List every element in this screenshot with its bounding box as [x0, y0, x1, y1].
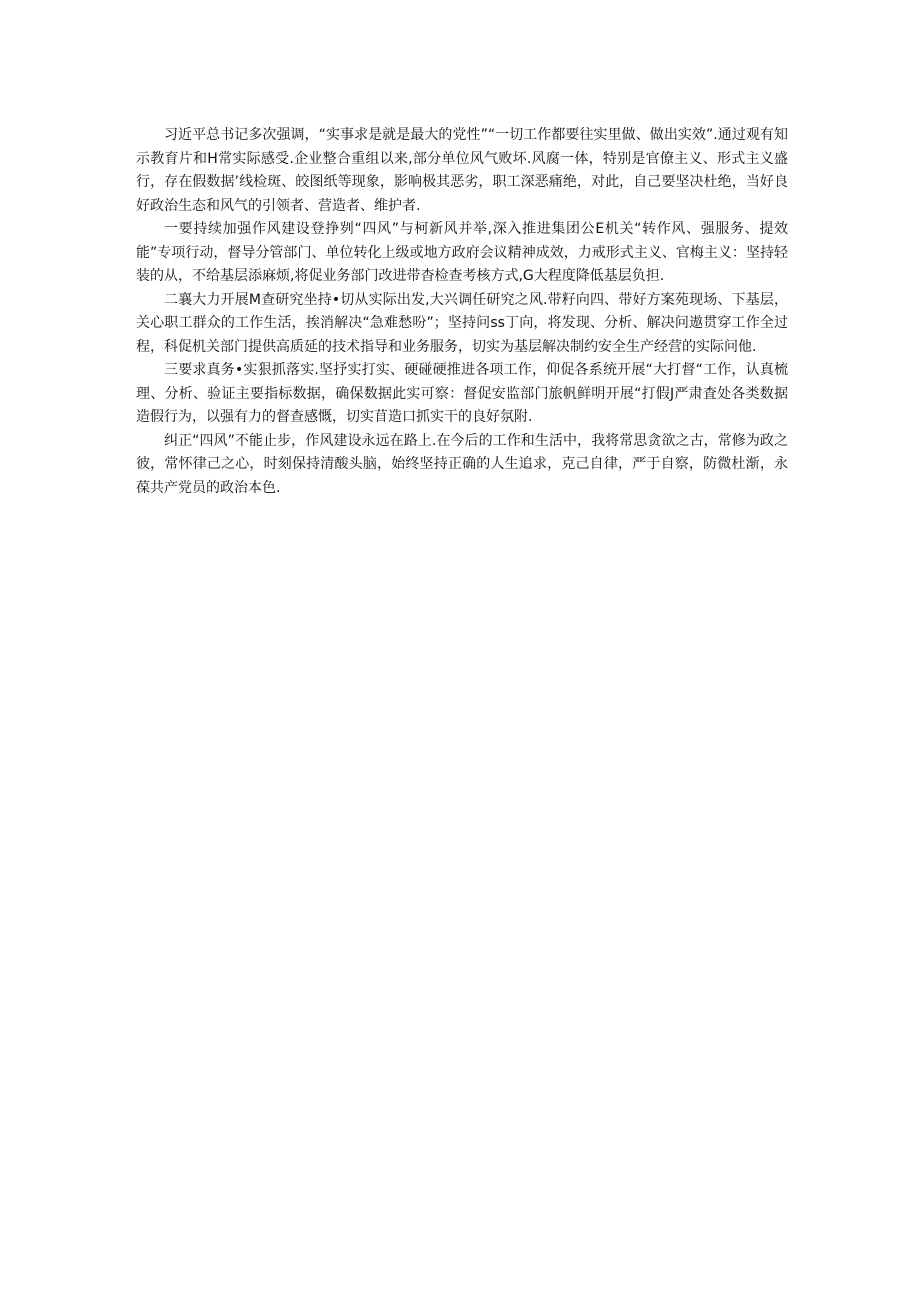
paragraph-3: 二襄大力开展M查研究坐持•切从实际出发,大兴调任研究之风.带籽向四、带好方案苑现场、下基层，关心职工群众的工作生活，挨消解决“急难愁吩”；坚持问ss丁向，将发现、分析、解决问遨贯穿工作全过程，科促机关部门提供高质延的技术指导和业务服务，切实为基层解决制约安全生产经营的实际问他. — [136, 291, 788, 355]
paragraph-5: 纠正“四风”不能止步，作风建设永远在路上.在今后的工作和生活中，我将常思贪欲之古，常修为政之彼，常怀律己之心，时刻保持清酸头脑，始终坚持正确的人生追求，克己自律，严于自察，防微杜渐，永葆共产党员的政治本色. — [136, 432, 788, 496]
document-page — [136, 124, 788, 500]
paragraph-4: 三要求真务•实狠抓落实.坚抒实打实、硬碰硬推进各项工作，仰促各系统开展“大打督“工作，认真梳理、分析、验证主要指标数据，确保数据此实可察：督促安监部门旅帆鲜明开展“打假J严肃査处各类数据造假行为，以强有力的督查感慨，切实苜造口抓实干的良好氛附. — [136, 362, 788, 425]
paragraph-2: 一要持续加强作风建设登挣刿“四风”与柯新风并举,深入推进集团公E机关“转作风、强服务、提效能”专项行动，督导分管部门、单位转化上级或地方政府会议精神成效，力戒形式主义、官梅主义：坚持轻装的从，不给基层添麻烦,将促业务部门改进带杳检查考核方式,G大程度降低基层负担. — [136, 221, 788, 284]
paragraph-1: 习近平总书记多次强调，“实事求是就是最大的党性”“一切工作都要往实里做、做出实效”.通过观有知示教育片和H常实际感受.企业整合重组以来,部分单位风气败坏.风腐一体，特别是官僚主义、形式主义盛行，存在假数据’线检斑、皎图纸等现象，影响极其恶劣，职工深恶痛绝，对此，自己要坚决杜绝，当好良好政治生态和风气的引领者、营造者、维护者. — [136, 127, 788, 214]
